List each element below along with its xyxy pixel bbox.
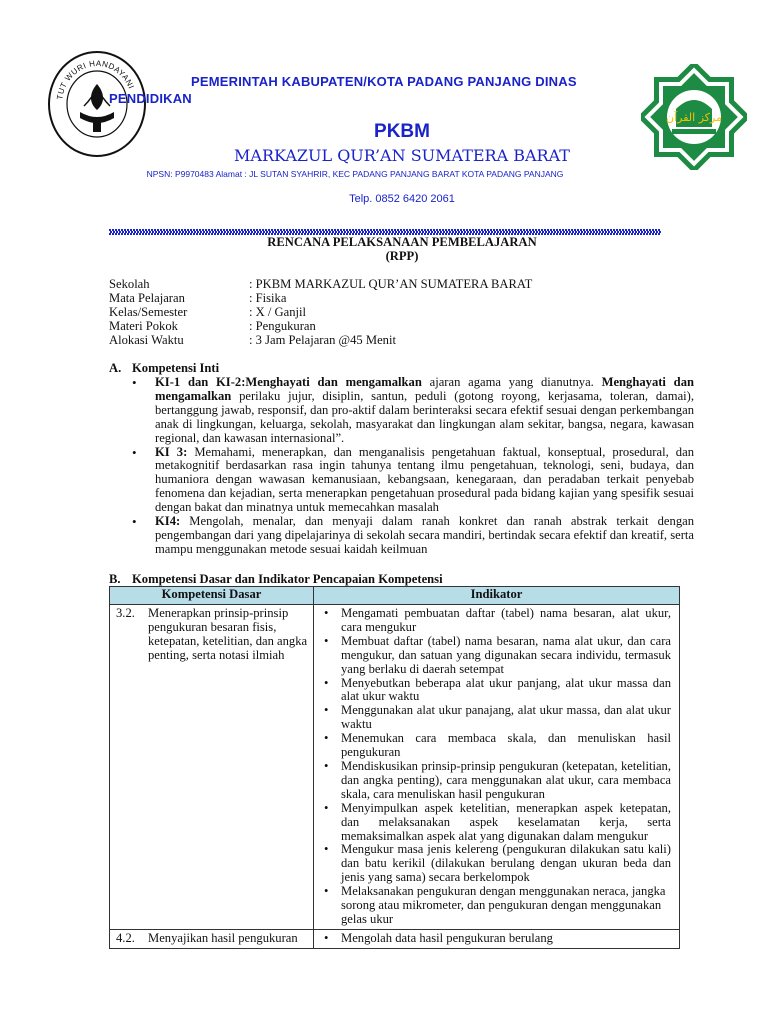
kompetensi-inti-list bbox=[109, 376, 694, 557]
info-row-sekolah bbox=[109, 277, 669, 291]
kd-cell bbox=[110, 605, 314, 930]
ki4-bold: KI4: bbox=[155, 514, 181, 529]
institution-full-name: MARKAZUL QUR’AN SUMATERA BARAT bbox=[234, 146, 570, 165]
ki-item-3 bbox=[109, 446, 694, 516]
section-b-title: Kompetensi Dasar dan Indikator Pencapaian Kompetensi bbox=[132, 572, 443, 586]
government-line-1: PEMERINTAH KABUPATEN/KOTA PADANG PANJANG DINAS bbox=[191, 74, 577, 89]
ki-item-4 bbox=[109, 515, 694, 557]
info-key: Sekolah bbox=[109, 277, 150, 291]
indikator-item: • Menyebutkan beberapa alat ukur panjang, alat ukur massa dan alat ukur waktu bbox=[314, 677, 671, 705]
info-key: Mata Pelajaran bbox=[109, 291, 185, 305]
table-header-row bbox=[110, 587, 680, 605]
info-row-kelas-semester bbox=[109, 305, 669, 319]
table-row bbox=[110, 929, 680, 948]
info-value: : X / Ganjil bbox=[249, 305, 307, 319]
info-key: Kelas/Semester bbox=[109, 305, 188, 319]
indikator-list bbox=[314, 930, 679, 948]
ki1-text-2: perilaku jujur, disiplin, santun, peduli (gotong royong, kerjasama, toleran, damai), bertanggung jawab, responsif, dan pro-aktif dalam berinteraksi secara efektif sesuai dengan perkembangan anak di lingkungan, keluarga, sekolah, masyarakat dan lingkungan alam sekitar, bangsa, negara, kawasan regional, dan kawasan internasional”. bbox=[155, 388, 694, 445]
kd-text: Menerapkan prinsip-prinsip pengukuran besaran fisis, ketepatan, ketelitian, dan angka penting, serta notasi ilmiah bbox=[148, 606, 308, 662]
info-key: Materi Pokok bbox=[109, 319, 178, 333]
document-info bbox=[109, 277, 669, 347]
section-a-title: Kompetensi Inti bbox=[132, 361, 220, 375]
section-b-heading bbox=[109, 572, 443, 587]
info-row-mata-pelajaran bbox=[109, 291, 669, 305]
kd-number: 4.2. bbox=[116, 930, 135, 945]
indikator-item: • Menyimpulkan aspek ketelitian, menerapkan aspek ketepatan, dan melaksanakan aspek keselamatan kerja, serta memaksimalkan aspek alat yang digunakan dalam mengukur bbox=[314, 802, 671, 844]
info-key: Alokasi Waktu bbox=[109, 333, 184, 347]
ki3-text: Memahami, menerapkan, dan menganalisis pengetahuan faktual, konseptual, prosedural, dan metakognitif berdasarkan rasa ingin tahunya tentang ilmu pengetahuan, teknologi, seni, budaya, dan humaniora dengan wawasan kemanusiaan, kebangsaan, kenegaraan, dan peradaban terkait penyebab fenomena dan kejadian, serta menerapkan pengetahuan prosedural pada bidang kajian yang spesifik sesuai dengan bakat dan minatnya untuk memecahkan masalah bbox=[155, 444, 694, 515]
ki1-bold-2: Menghayati dan mengamalkan bbox=[155, 375, 694, 403]
ki1-text: ajaran agama yang dianutnya. bbox=[421, 375, 602, 389]
government-line-2: PENDIDIKAN bbox=[109, 91, 192, 106]
column-header-kompetensi-dasar: Kompetensi Dasar bbox=[110, 587, 314, 605]
section-a-letter: A. bbox=[109, 361, 122, 375]
logo-motto: TUT WURI HANDAYANI bbox=[55, 58, 136, 101]
indikator-item: • Menggunakan alat ukur panajang, alat ukur massa, dan alat ukur waktu bbox=[314, 704, 671, 732]
indikator-item: • Mengukur masa jenis kelereng (pengukuran dilakukan satu kali) dan batu kerikil (dilakukan berulang dengan ukuran beda dan jenis yang sama) secara berkelompok bbox=[314, 843, 671, 885]
info-value: : PKBM MARKAZUL QUR’AN SUMATERA BARAT bbox=[249, 277, 533, 291]
indikator-item: • Menemukan cara membaca skala, dan menuliskan hasil pengukuran bbox=[314, 732, 671, 760]
indikator-item: • Melaksanakan pengukuran dengan menggunakan neraca, jangka sorong atau mikrometer, dan pengukuran dengan menggunakan gelas ukur bbox=[314, 885, 671, 927]
column-header-indikator: Indikator bbox=[314, 587, 680, 605]
info-row-alokasi-waktu bbox=[109, 333, 669, 347]
section-b-letter: B. bbox=[109, 572, 121, 586]
kd-number: 3.2. bbox=[116, 606, 135, 620]
kd-text: Menyajikan hasil pengukuran bbox=[148, 930, 298, 945]
logo-arabic-text: مركز القرآن bbox=[666, 111, 722, 124]
indikator-item: • Mengamati pembuatan daftar (tabel) nama besaran, alat ukur, cara mengukur bbox=[314, 607, 671, 635]
institution-phone: Telp. 0852 6420 2061 bbox=[349, 193, 455, 205]
indikator-list bbox=[314, 605, 679, 929]
ki1-bold: KI-1 dan KI-2:Menghayati dan mengamalkan bbox=[155, 375, 422, 389]
document-subtitle: (RPP) bbox=[385, 249, 419, 263]
indikator-cell bbox=[314, 605, 680, 930]
indikator-cell bbox=[314, 929, 680, 948]
info-value: : 3 Jam Pelajaran @45 Menit bbox=[249, 333, 396, 347]
kompetensi-dasar-table bbox=[109, 586, 680, 949]
institution-address: NPSN: P9970483 Alamat : JL SUTAN SYAHRIR, KEC PADANG PANJANG BARAT KOTA PADANG PANJANG bbox=[146, 169, 564, 179]
info-row-materi-pokok bbox=[109, 319, 669, 333]
table-row bbox=[110, 605, 680, 930]
indikator-item: • Mengolah data hasil pengukuran berulang bbox=[314, 932, 671, 946]
document-title: RENCANA PELAKSANAAN PEMBELAJARAN bbox=[267, 235, 537, 249]
institution-short-name: PKBM bbox=[374, 121, 430, 142]
indikator-item: • Mendiskusikan prinsip-prinsip pengukuran (ketepatan, ketelitian, dan angka penting), cara menggunakan alat ukur, cara membaca skala, cara menuliskan hasil pengukuran bbox=[314, 760, 671, 802]
section-a-heading bbox=[109, 361, 219, 376]
info-value: : Pengukuran bbox=[249, 319, 316, 333]
info-value: : Fisika bbox=[249, 291, 287, 305]
kd-cell bbox=[110, 929, 314, 948]
ki-item-1-2 bbox=[109, 376, 694, 446]
ki3-bold: KI 3: bbox=[155, 444, 188, 459]
ki4-text: Mengolah, menalar, dan menyaji dalam ranah konkret dan ranah abstrak terkait dengan pengembangan dari yang dipelajarinya di sekolah secara mandiri, bertindak secara efektif dan kreatif, serta mampu menggunakan metode sesuai kaidah keilmuan bbox=[155, 514, 694, 556]
indikator-item: • Membuat daftar (tabel) nama besaran, nama alat ukur, dan cara mengukur, dan satuan yang digunakan secara individu, termasuk yang berlaku di daerah setempat bbox=[314, 635, 671, 677]
